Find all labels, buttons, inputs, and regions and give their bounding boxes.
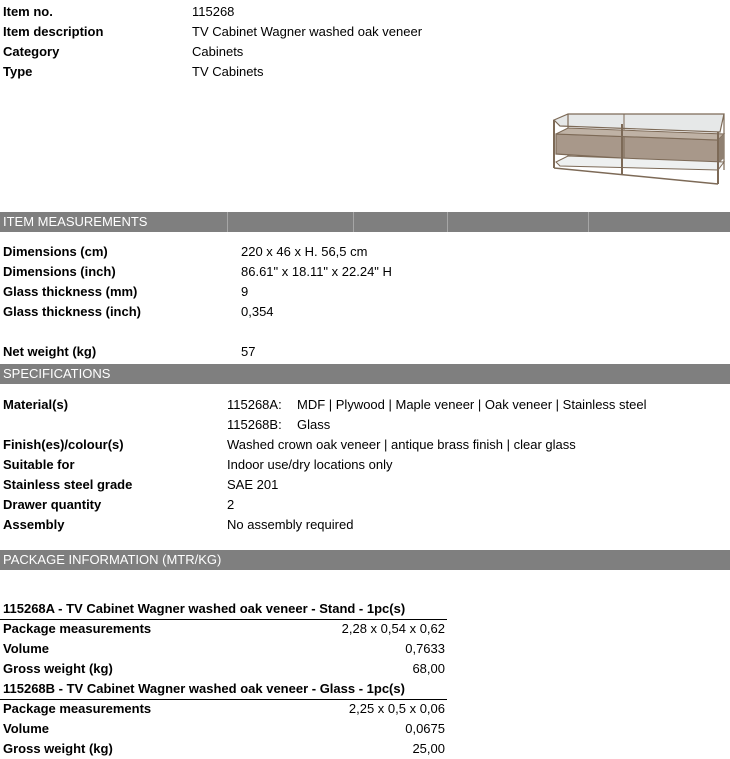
package-b-heading: 115268B - TV Cabinet Wagner washed oak veneer - Glass - 1pc(s) xyxy=(3,681,405,696)
net-weight-value: 57 xyxy=(241,344,256,359)
section-header-item-measurements xyxy=(0,212,730,232)
materials-label: Material(s) xyxy=(3,397,69,412)
package-a-gross-weight-value: 68,00 xyxy=(412,661,445,676)
material-b-code: 115268B: xyxy=(227,417,282,432)
section-title: ITEM MEASUREMENTS xyxy=(3,214,148,229)
finish-label: Finish(es)/colour(s) xyxy=(3,437,124,452)
dimensions-inch-value: 86.61" x 18.11" x 22.24" H xyxy=(241,264,392,279)
package-b-gross-weight-value: 25,00 xyxy=(412,741,445,756)
column-divider xyxy=(227,212,228,232)
net-weight-label: Net weight (kg) xyxy=(3,344,97,359)
package-b-measurements-label: Package measurements xyxy=(3,701,152,716)
dimensions-cm-value: 220 x 46 x H. 56,5 cm xyxy=(241,244,368,259)
column-divider xyxy=(353,212,354,232)
suitable-for-label: Suitable for xyxy=(3,457,75,472)
category-value: Cabinets xyxy=(192,44,244,59)
section-title: SPECIFICATIONS xyxy=(3,366,111,381)
category-label: Category xyxy=(3,44,60,59)
package-a-measurements-value: 2,28 x 0,54 x 0,62 xyxy=(341,621,445,636)
product-image-tv-cabinet xyxy=(548,112,728,188)
dimensions-inch-label: Dimensions (inch) xyxy=(3,264,116,279)
package-a-gross-weight-label: Gross weight (kg) xyxy=(3,661,113,676)
steel-grade-label: Stainless steel grade xyxy=(3,477,133,492)
package-b-volume-value: 0,0675 xyxy=(405,721,445,736)
item-description-label: Item description xyxy=(3,24,104,39)
drawer-quantity-value: 2 xyxy=(227,497,235,512)
package-a-volume-value: 0,7633 xyxy=(405,641,445,656)
material-b-value: Glass xyxy=(297,417,331,432)
glass-thickness-mm-label: Glass thickness (mm) xyxy=(3,284,138,299)
type-label: Type xyxy=(3,64,33,79)
glass-thickness-mm-value: 9 xyxy=(241,284,249,299)
package-a-measurements-label: Package measurements xyxy=(3,621,152,636)
finish-value: Washed crown oak veneer | antique brass finish | clear glass xyxy=(227,437,576,452)
steel-grade-value: SAE 201 xyxy=(227,477,279,492)
type-value: TV Cabinets xyxy=(192,64,264,79)
section-header-package-information xyxy=(0,550,730,570)
material-a-value: MDF | Plywood | Maple veneer | Oak veneer | Stainless steel xyxy=(297,397,647,412)
item-description-value: TV Cabinet Wagner washed oak veneer xyxy=(192,24,423,39)
drawer-quantity-label: Drawer quantity xyxy=(3,497,102,512)
package-a-heading: 115268A - TV Cabinet Wagner washed oak veneer - Stand - 1pc(s) xyxy=(3,601,406,616)
section-title: PACKAGE INFORMATION (MTR/KG) xyxy=(3,552,222,567)
assembly-value: No assembly required xyxy=(227,517,354,532)
package-a-volume-label: Volume xyxy=(3,641,49,656)
item-no-value: 115268 xyxy=(192,4,235,19)
item-no-label: Item no. xyxy=(3,4,53,19)
glass-thickness-inch-value: 0,354 xyxy=(241,304,274,319)
dimensions-cm-label: Dimensions (cm) xyxy=(3,244,108,259)
section-header-specifications xyxy=(0,364,730,384)
suitable-for-value: Indoor use/dry locations only xyxy=(227,457,393,472)
material-a-code: 115268A: xyxy=(227,397,282,412)
package-b-measurements-value: 2,25 x 0,5 x 0,06 xyxy=(348,701,445,716)
assembly-label: Assembly xyxy=(3,517,65,532)
column-divider xyxy=(588,212,589,232)
package-b-gross-weight-label: Gross weight (kg) xyxy=(3,741,113,756)
glass-thickness-inch-label: Glass thickness (inch) xyxy=(3,304,141,319)
package-b-volume-label: Volume xyxy=(3,721,49,736)
column-divider xyxy=(447,212,448,232)
